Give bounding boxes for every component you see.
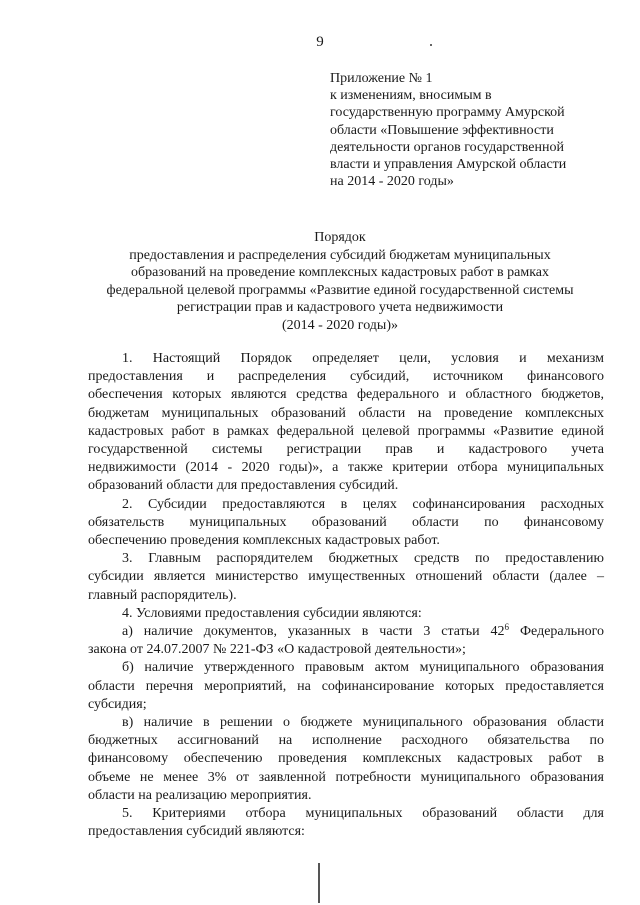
scan-speck — [430, 44, 432, 46]
body-line: б) наличие утвержденного правовым актом муниципального образования — [122, 660, 604, 676]
paragraph-3 — [88, 550, 604, 605]
superscript: 6 — [504, 622, 510, 633]
body-line: 4. Условиями предоставления субсидии являются: — [122, 605, 422, 621]
body-line-with-footnote — [88, 623, 604, 641]
body-line: объеме не менее 3% от заявленной потребности муниципального образования — [88, 769, 604, 785]
appendix-line: Приложение № 1 — [330, 71, 433, 86]
paragraph-5 — [88, 805, 604, 841]
title-line: (2014 - 2020 годы)» — [281, 317, 398, 333]
body-line: главный распорядитель). — [88, 587, 237, 603]
document-body — [88, 350, 604, 841]
paragraph-2 — [88, 496, 604, 551]
body-line: закона от 24.07.2007 № 221-ФЗ «О кадастровой деятельности»; — [88, 642, 466, 658]
appendix-header — [330, 70, 600, 190]
paragraph-4a — [88, 623, 604, 659]
document-title — [70, 229, 610, 335]
body-line: бюджетных ассигнований на исполнение расходного обязательства по — [88, 733, 604, 749]
body-line: образований области для предоставления субсидий. — [88, 478, 399, 494]
body-line: обязательств муниципальных образований области по финансовому — [88, 514, 604, 530]
body-text: а) наличие документов, указанных в части 3 статьи 42 — [122, 624, 505, 640]
title-line: предоставления и распределения субсидий бюджетам муниципальных — [129, 247, 551, 263]
appendix-line: государственную программу Амурской — [330, 105, 565, 121]
appendix-line: на 2014 - 2020 годы» — [330, 174, 454, 190]
appendix-line: к изменениям, вносимым в — [330, 88, 492, 104]
page-number: 9 — [316, 34, 324, 50]
body-line: государственной системы регистрации прав и кадастрового учета — [88, 442, 604, 458]
body-line: предоставления субсидий являются: — [88, 824, 305, 840]
body-line: обеспечению проведения комплексных кадастровых работ. — [88, 533, 440, 549]
title-line: федеральной целевой программы «Развитие единой государственной системы — [106, 282, 574, 298]
paragraph-1 — [88, 350, 604, 496]
body-line: финансовому обеспечению проведения комплексных кадастровых работ в — [88, 751, 604, 767]
appendix-line: деятельности органов государственной — [330, 139, 564, 155]
body-line: бюджетам муниципальных образований области на проведение комплексных — [88, 405, 604, 421]
title-line: образований на проведение комплексных кадастровых работ в рамках — [130, 265, 550, 281]
body-line: области перечня мероприятий, на софинансирование которых предоставляется — [88, 678, 604, 694]
paragraph-4c — [88, 714, 604, 805]
body-line: в) наличие в решении о бюджете муниципального образования области — [122, 715, 604, 731]
appendix-line: области «Повышение эффективности — [330, 122, 554, 138]
body-line: предоставления и распределения субсидий, источником финансового — [88, 369, 604, 385]
body-text: Федерального — [509, 624, 605, 640]
paragraph-4b — [88, 659, 604, 714]
paragraph-4 — [88, 605, 604, 623]
body-line: обеспечения которых являются средства федерального и областного бюджетов, — [88, 387, 604, 403]
appendix-line: власти и управления Амурской области — [330, 157, 567, 173]
body-line: субсидии является министерство имущественных отношений области (далее – — [88, 569, 604, 585]
scan-artifact-line — [318, 863, 320, 903]
body-line: кадастровых работ в рамках федеральной целевой программы «Развитие единой — [88, 423, 604, 439]
body-line: 3. Главным распорядителем бюджетных средств по предоставлению — [122, 551, 604, 567]
body-line: 1. Настоящий Порядок определяет цели, условия и механизм — [122, 351, 604, 366]
body-line: недвижимости (2014 - 2020 годы)», а также критерии отбора муниципальных — [88, 460, 604, 476]
body-line: области на реализацию мероприятия. — [88, 787, 312, 803]
title-line: регистрации прав и кадастрового учета недвижимости — [176, 300, 504, 316]
body-line: субсидия; — [88, 696, 147, 712]
body-line: 2. Субсидии предоставляются в целях софинансирования расходных — [122, 496, 604, 512]
title-line: Порядок — [314, 230, 366, 245]
body-line: 5. Критериями отбора муниципальных образований области для — [122, 806, 604, 822]
